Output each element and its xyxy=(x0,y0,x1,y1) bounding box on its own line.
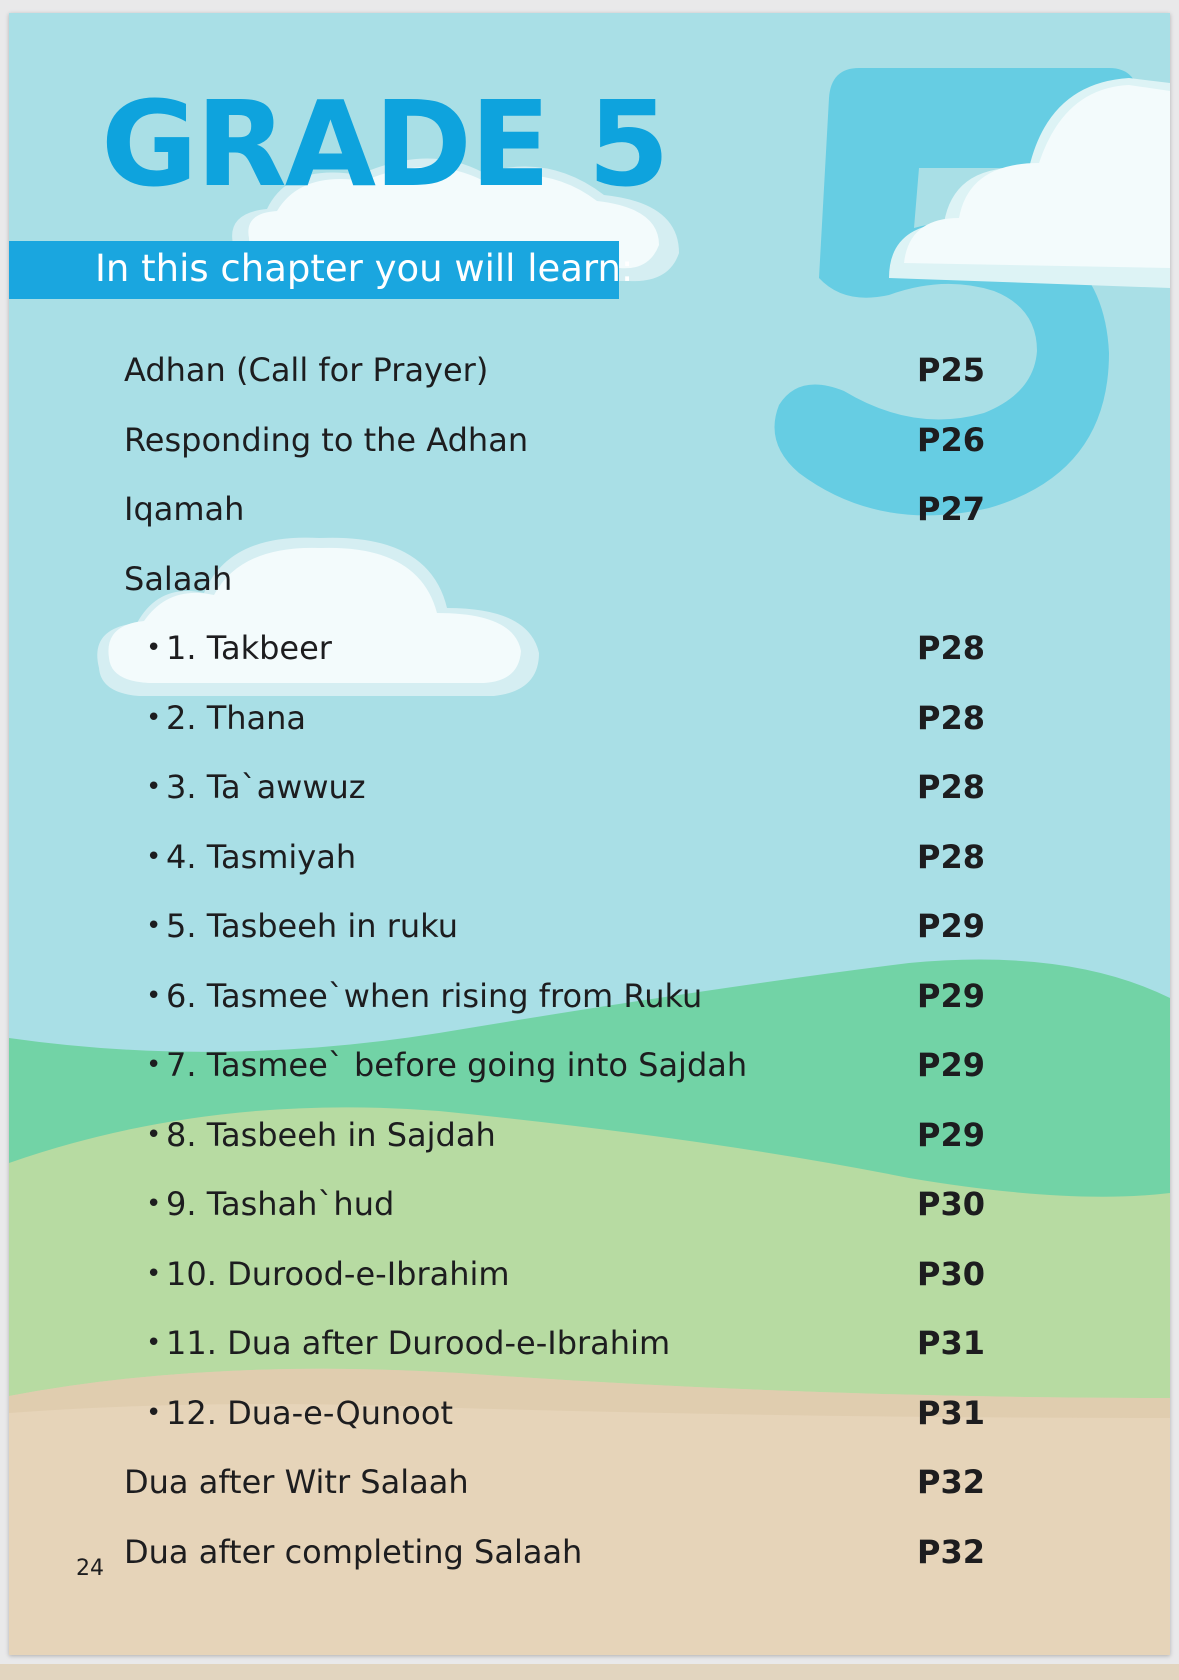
toc-label: 4. Tasmiyah xyxy=(166,838,357,876)
toc-subitem xyxy=(9,1319,1170,1367)
toc-label: Salaah xyxy=(124,560,233,598)
toc-item xyxy=(9,555,1170,603)
bullet-icon: • xyxy=(146,633,162,663)
toc-page-ref: P29 xyxy=(917,907,985,945)
toc-page-ref: P32 xyxy=(917,1533,985,1571)
bullet-icon: • xyxy=(146,981,162,1011)
toc-page-ref: P30 xyxy=(917,1255,985,1293)
toc-page-ref: P30 xyxy=(917,1185,985,1223)
bullet-icon: • xyxy=(146,1120,162,1150)
toc-item xyxy=(9,1528,1170,1576)
toc-label: 10. Durood-e-Ibrahim xyxy=(166,1255,510,1293)
table-of-contents xyxy=(9,13,1170,1655)
toc-page-ref: P29 xyxy=(917,1116,985,1154)
toc-label: Adhan (Call for Prayer) xyxy=(124,351,489,389)
toc-label: Iqamah xyxy=(124,490,245,528)
toc-page-ref: P25 xyxy=(917,351,985,389)
toc-subitem xyxy=(9,1389,1170,1437)
toc-label: 6. Tasmee`when rising from Ruku xyxy=(166,977,703,1015)
bullet-icon: • xyxy=(146,703,162,733)
next-page-edge xyxy=(0,1664,1179,1680)
toc-subitem xyxy=(9,1180,1170,1228)
toc-label: 11. Dua after Durood-e-Ibrahim xyxy=(166,1324,671,1362)
toc-label: 3. Ta`awwuz xyxy=(166,768,366,806)
toc-page-ref: P29 xyxy=(917,1046,985,1084)
page-number: 24 xyxy=(76,1556,104,1581)
toc-label: Responding to the Adhan xyxy=(124,421,529,459)
bullet-icon: • xyxy=(146,772,162,802)
toc-subitem xyxy=(9,1250,1170,1298)
bullet-icon: • xyxy=(146,1259,162,1289)
toc-item xyxy=(9,485,1170,533)
toc-page-ref: P28 xyxy=(917,699,985,737)
toc-subitem xyxy=(9,902,1170,950)
toc-label: Dua after completing Salaah xyxy=(124,1533,583,1571)
toc-page-ref: P28 xyxy=(917,629,985,667)
toc-label: 8. Tasbeeh in Sajdah xyxy=(166,1116,496,1154)
toc-label: 1. Takbeer xyxy=(166,629,332,667)
toc-item xyxy=(9,416,1170,464)
toc-item xyxy=(9,346,1170,394)
toc-label: 5. Tasbeeh in ruku xyxy=(166,907,458,945)
toc-subitem xyxy=(9,1111,1170,1159)
bullet-icon: • xyxy=(146,842,162,872)
toc-page-ref: P29 xyxy=(917,977,985,1015)
toc-subitem xyxy=(9,972,1170,1020)
bullet-icon: • xyxy=(146,1050,162,1080)
toc-item xyxy=(9,1458,1170,1506)
toc-page-ref: P27 xyxy=(917,490,985,528)
toc-label: 12. Dua-e-Qunoot xyxy=(166,1394,453,1432)
toc-page-ref: P31 xyxy=(917,1394,985,1432)
toc-page-ref: P28 xyxy=(917,768,985,806)
toc-page-ref: P32 xyxy=(917,1463,985,1501)
toc-subitem xyxy=(9,763,1170,811)
banner-text: In this chapter you will learn: xyxy=(95,247,634,290)
bullet-icon: • xyxy=(146,1328,162,1358)
toc-subitem xyxy=(9,1041,1170,1089)
toc-label: 2. Thana xyxy=(166,699,307,737)
toc-label: Dua after Witr Salaah xyxy=(124,1463,469,1501)
toc-page-ref: P31 xyxy=(917,1324,985,1362)
chapter-title: GRADE 5 xyxy=(101,75,668,213)
bullet-icon: • xyxy=(146,911,162,941)
toc-page-ref: P28 xyxy=(917,838,985,876)
toc-label: 7. Tasmee` before going into Sajdah xyxy=(166,1046,748,1084)
book-page xyxy=(9,13,1170,1655)
toc-page-ref: P26 xyxy=(917,421,985,459)
toc-label: 9. Tashah`hud xyxy=(166,1185,395,1223)
bullet-icon: • xyxy=(146,1398,162,1428)
toc-subitem xyxy=(9,694,1170,742)
toc-subitem xyxy=(9,833,1170,881)
toc-subitem xyxy=(9,624,1170,672)
bullet-icon: • xyxy=(146,1189,162,1219)
